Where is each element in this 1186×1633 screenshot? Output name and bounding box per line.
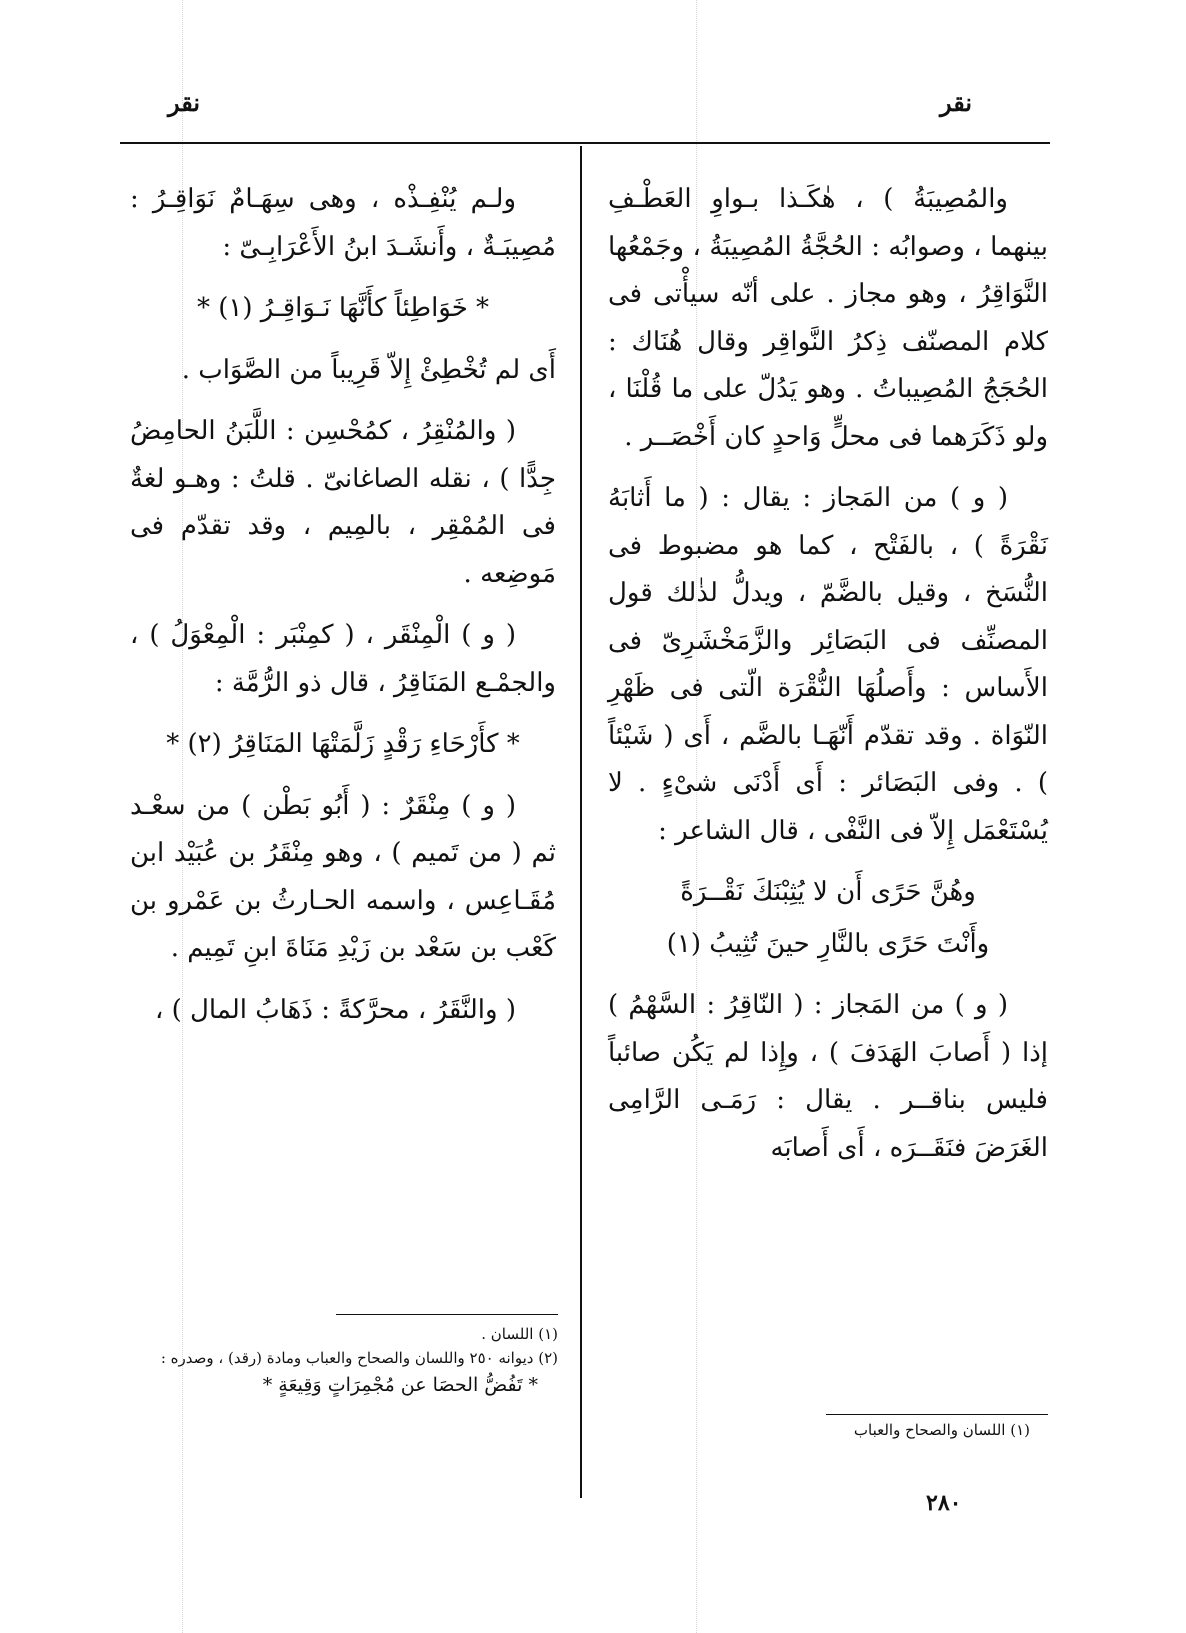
footnote-verse: * تَفُضُّ الحصَا عن مُجْمِرَاتٍ وَقِيعَةٍ * (262, 1374, 538, 1396)
page-number: ٢٨٠ (926, 1490, 962, 1516)
running-head-right: نقر (940, 88, 973, 117)
footnote-rule (336, 1314, 558, 1315)
paragraph: والمُصِيبَةُ ) ، هٰكَـذا بـواوِ العَطْـفِ بينهما ، وصوابُه : الحُجَّةُ المُصِيبَةُ ، وجَمْعُها النَّوَاقِرُ ، وهو مجاز . على أنّه سيأْتى فى كلام المصنّف ذِكرُ النَّواقِر وقال هُنَاك : الحُجَجُ المُصِيباتُ . وهو يَدُلّ على ما قُلْنَا ، ولو ذَكَرَهما فى محلٍّ وَاحدٍ كان أَخْصَــر . (608, 184, 1048, 452)
verse-line: وهُنَّ حَرًى أَن لا يُثِبْنَكَ نَقْــرَةً (680, 877, 976, 907)
paragraph: ( والمُنْقِرُ ، كمُحْسِن : اللَّبَنُ الحامِضُ جِدًّا ) ، نقله الصاغانىّ . قلتُ : وهـو لغةٌ فى المُمْقِر ، بالمِيم ، وقد تقدّم فى مَوضِعه . (130, 416, 556, 589)
right-column (608, 176, 1048, 1186)
verse-line: وأَنْتَ حَرًى بالنَّارِ حينَ تُثِيبُ (١) (666, 928, 990, 959)
footnote: (١) اللسان والصحاح والعباب (853, 1421, 1030, 1439)
paragraph: ( و ) من المَجاز : ( النّاقِرُ : السَّهْمُ ) إذا ( أَصابَ الهَدَفَ ) ، وإِذا لم يَكُن صائباً فليس بناقــر . يقال : رَمَـى الرَّامِى الغَرَضَ فنَقَــرَه ، أَى أَصابَه (608, 990, 1048, 1163)
running-head-left: نقر (168, 88, 201, 117)
paragraph: ( و ) من المَجاز : يقال : ( ما أَثابَهُ نَقْرَةً ) ، بالفَتْح ، كما هو مضبوط فى النُّسَخ ، وقيل بالضَّمّ ، ويدلُّ لذٰلك قول المصنِّف فى البَصَائِر والزَّمَخْشَرِىّ فى الأَساس : وأَصلُهَا النُّقْرَة الّتى فى ظَهْرِ النّوَاة . وقد تقدّم أَنّهَـا بالضَّم ، أَى ( شَيْئاً ) . وفى البَصَائر : أَى أَدْنَى شىْءٍ . لا يُسْتَعْمَل إِلاّ فى النَّفْى ، قال الشاعر : (608, 483, 1048, 846)
header-rule (120, 142, 1050, 144)
paragraph: أَى لم تُخْطِئْ إِلاّ قَرِيباً من الصَّوَاب . (181, 354, 556, 385)
column-divider (580, 146, 582, 1498)
verse-line: * خَوَاطِئاً كأَنَّهَا نَـوَاقِـرُ (١) * (196, 293, 490, 323)
footnote: (١) اللسان . (481, 1325, 558, 1343)
footnote: (٢) ديوانه ٢٥٠ واللسان والصحاح والعباب ومادة (رقد) ، وصدره : (160, 1349, 558, 1367)
paragraph: ( و ) مِنْقَرٌ : ( أَبُو بَطْن ) من سعْـد ثم ( من تَميم ) ، وهو مِنْقَرُ بن عُبَيْد ابن مُقَـاعِس ، واسمه الحـارثُ بن عَمْرو بن كَعْب بن سَعْد بن زَيْدِ مَنَاةَ ابنِ تَمِيم . (130, 790, 556, 963)
left-column (130, 176, 556, 1048)
paragraph: ( و ) الْمِنْقَر ، ( كمِنْبَر : الْمِعْوَلُ ) ، والجمْـع المَنَاقِرُ ، قال ذو الرُّمَّة : (130, 620, 556, 698)
right-footnotes (700, 1418, 1030, 1442)
left-footnotes (130, 1322, 558, 1400)
footnote-rule (826, 1414, 1048, 1415)
verse-line: * كأَرْحَاءِ رَقْدٍ زَلَّمَتْهَا المَنَاقِرُ (٢) * (166, 729, 520, 759)
paragraph: ( والنَّقَرُ ، محرَّكةً : ذَهَابُ المال ) ، (154, 994, 516, 1025)
paragraph: ولـم يُنْفِـذْه ، وهى سِهَـامٌ نَوَاقِـرُ : مُصِيبَـةٌ ، وأَنشَـدَ ابنُ الأَعْرَابِـىّ : (130, 184, 556, 262)
